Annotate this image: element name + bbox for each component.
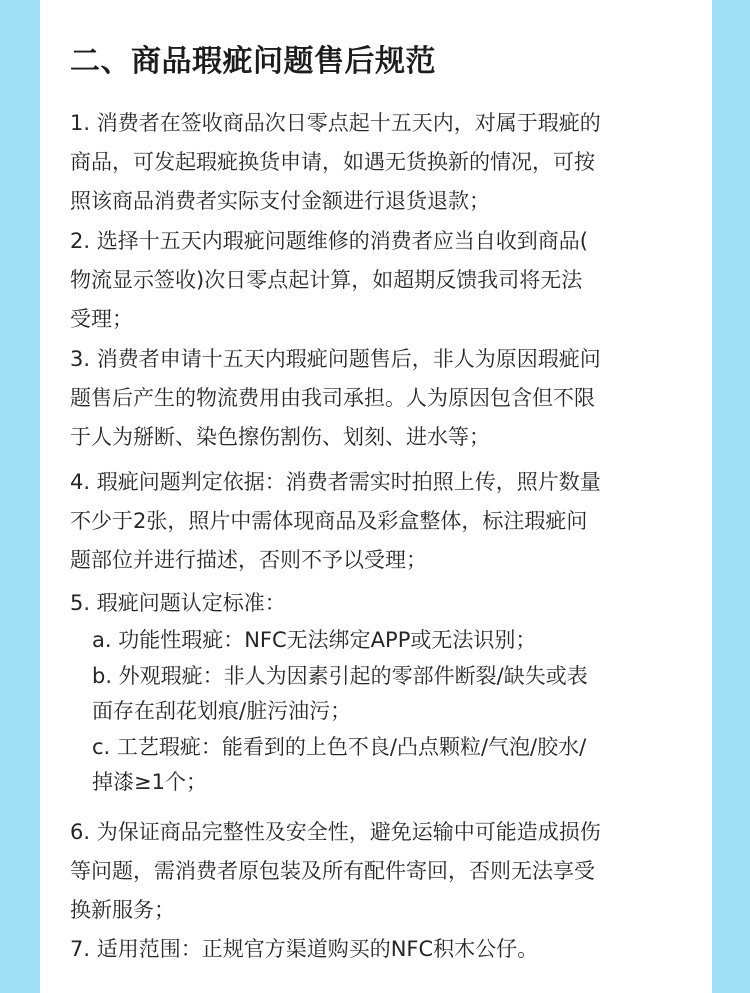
rule-item-6-line-1: 6. 为保证商品完整性及安全性，避免运输中可能造成损伤 — [70, 820, 601, 844]
rule-item-2-line-1: 2. 选择十五天内瑕疵问题维修的消费者应当自收到商品( — [70, 229, 588, 253]
rule-item-6 — [70, 813, 688, 930]
rule-item-7-line-1: 7. 适用范围：正规官方渠道购买的NFC积木公仔。 — [70, 937, 539, 961]
rule-item-4 — [70, 463, 688, 580]
rule-item-5-sub-c-line-2: 掉漆≥1个； — [92, 770, 207, 794]
rule-item-6-line-3: 换新服务； — [70, 898, 175, 922]
rule-item-1 — [70, 104, 688, 221]
rule-item-3-line-1: 3. 消费者申请十五天内瑕疵问题售后，非人为原因瑕疵问 — [70, 347, 601, 371]
rule-item-2-line-2: 物流显示签收)次日零点起计算，如超期反馈我司将无法 — [70, 268, 583, 292]
rule-item-4-line-3: 题部位并进行描述，否则不予以受理； — [70, 548, 427, 572]
rule-item-2 — [70, 222, 688, 339]
rule-item-1-line-2: 商品，可发起瑕疵换货申请，如遇无货换新的情况，可按 — [70, 150, 595, 174]
rule-item-3-line-3: 于人为掰断、染色擦伤割伤、划刻、进水等； — [70, 425, 490, 449]
rule-item-5-sub-b-line-2: 面存在刮花划痕/脏污油污； — [92, 699, 352, 723]
rule-item-1-line-3: 照该商品消费者实际支付金额进行退货退款； — [70, 189, 490, 213]
rule-item-5 — [70, 584, 688, 801]
rule-item-5-heading: 5. 瑕疵问题认定标准： — [70, 591, 286, 615]
rule-item-4-line-2: 不少于2张，照片中需体现商品及彩盒整体，标注瑕疵问 — [70, 509, 588, 533]
rule-item-3 — [70, 340, 688, 457]
rule-item-3-line-2: 题售后产生的物流费用由我司承担。人为原因包含但不限 — [70, 386, 595, 410]
rule-item-7 — [70, 930, 688, 969]
page-title: 二、商品瑕疵问题售后规范 — [70, 44, 436, 79]
rule-item-5-sub-b-line-1: b. 外观瑕疵：非人为因素引起的零部件断裂/缺失或表 — [92, 663, 588, 688]
rule-item-4-line-1: 4. 瑕疵问题判定依据：消费者需实时拍照上传，照片数量 — [70, 470, 601, 494]
content-card — [40, 0, 712, 993]
rule-item-5-sub-c-line-1: c. 工艺瑕疵：能看到的上色不良/凸点颗粒/气泡/胶水/ — [92, 734, 587, 759]
rule-item-5-sub-a: a. 功能性瑕疵：NFC无法绑定APP或无法识别； — [92, 628, 537, 652]
rule-item-2-line-3: 受理； — [70, 307, 133, 331]
rule-item-1-line-1: 1. 消费者在签收商品次日零点起十五天内，对属于瑕疵的 — [70, 111, 601, 135]
rule-item-6-line-2: 等问题，需消费者原包装及所有配件寄回，否则无法享受 — [70, 859, 595, 883]
